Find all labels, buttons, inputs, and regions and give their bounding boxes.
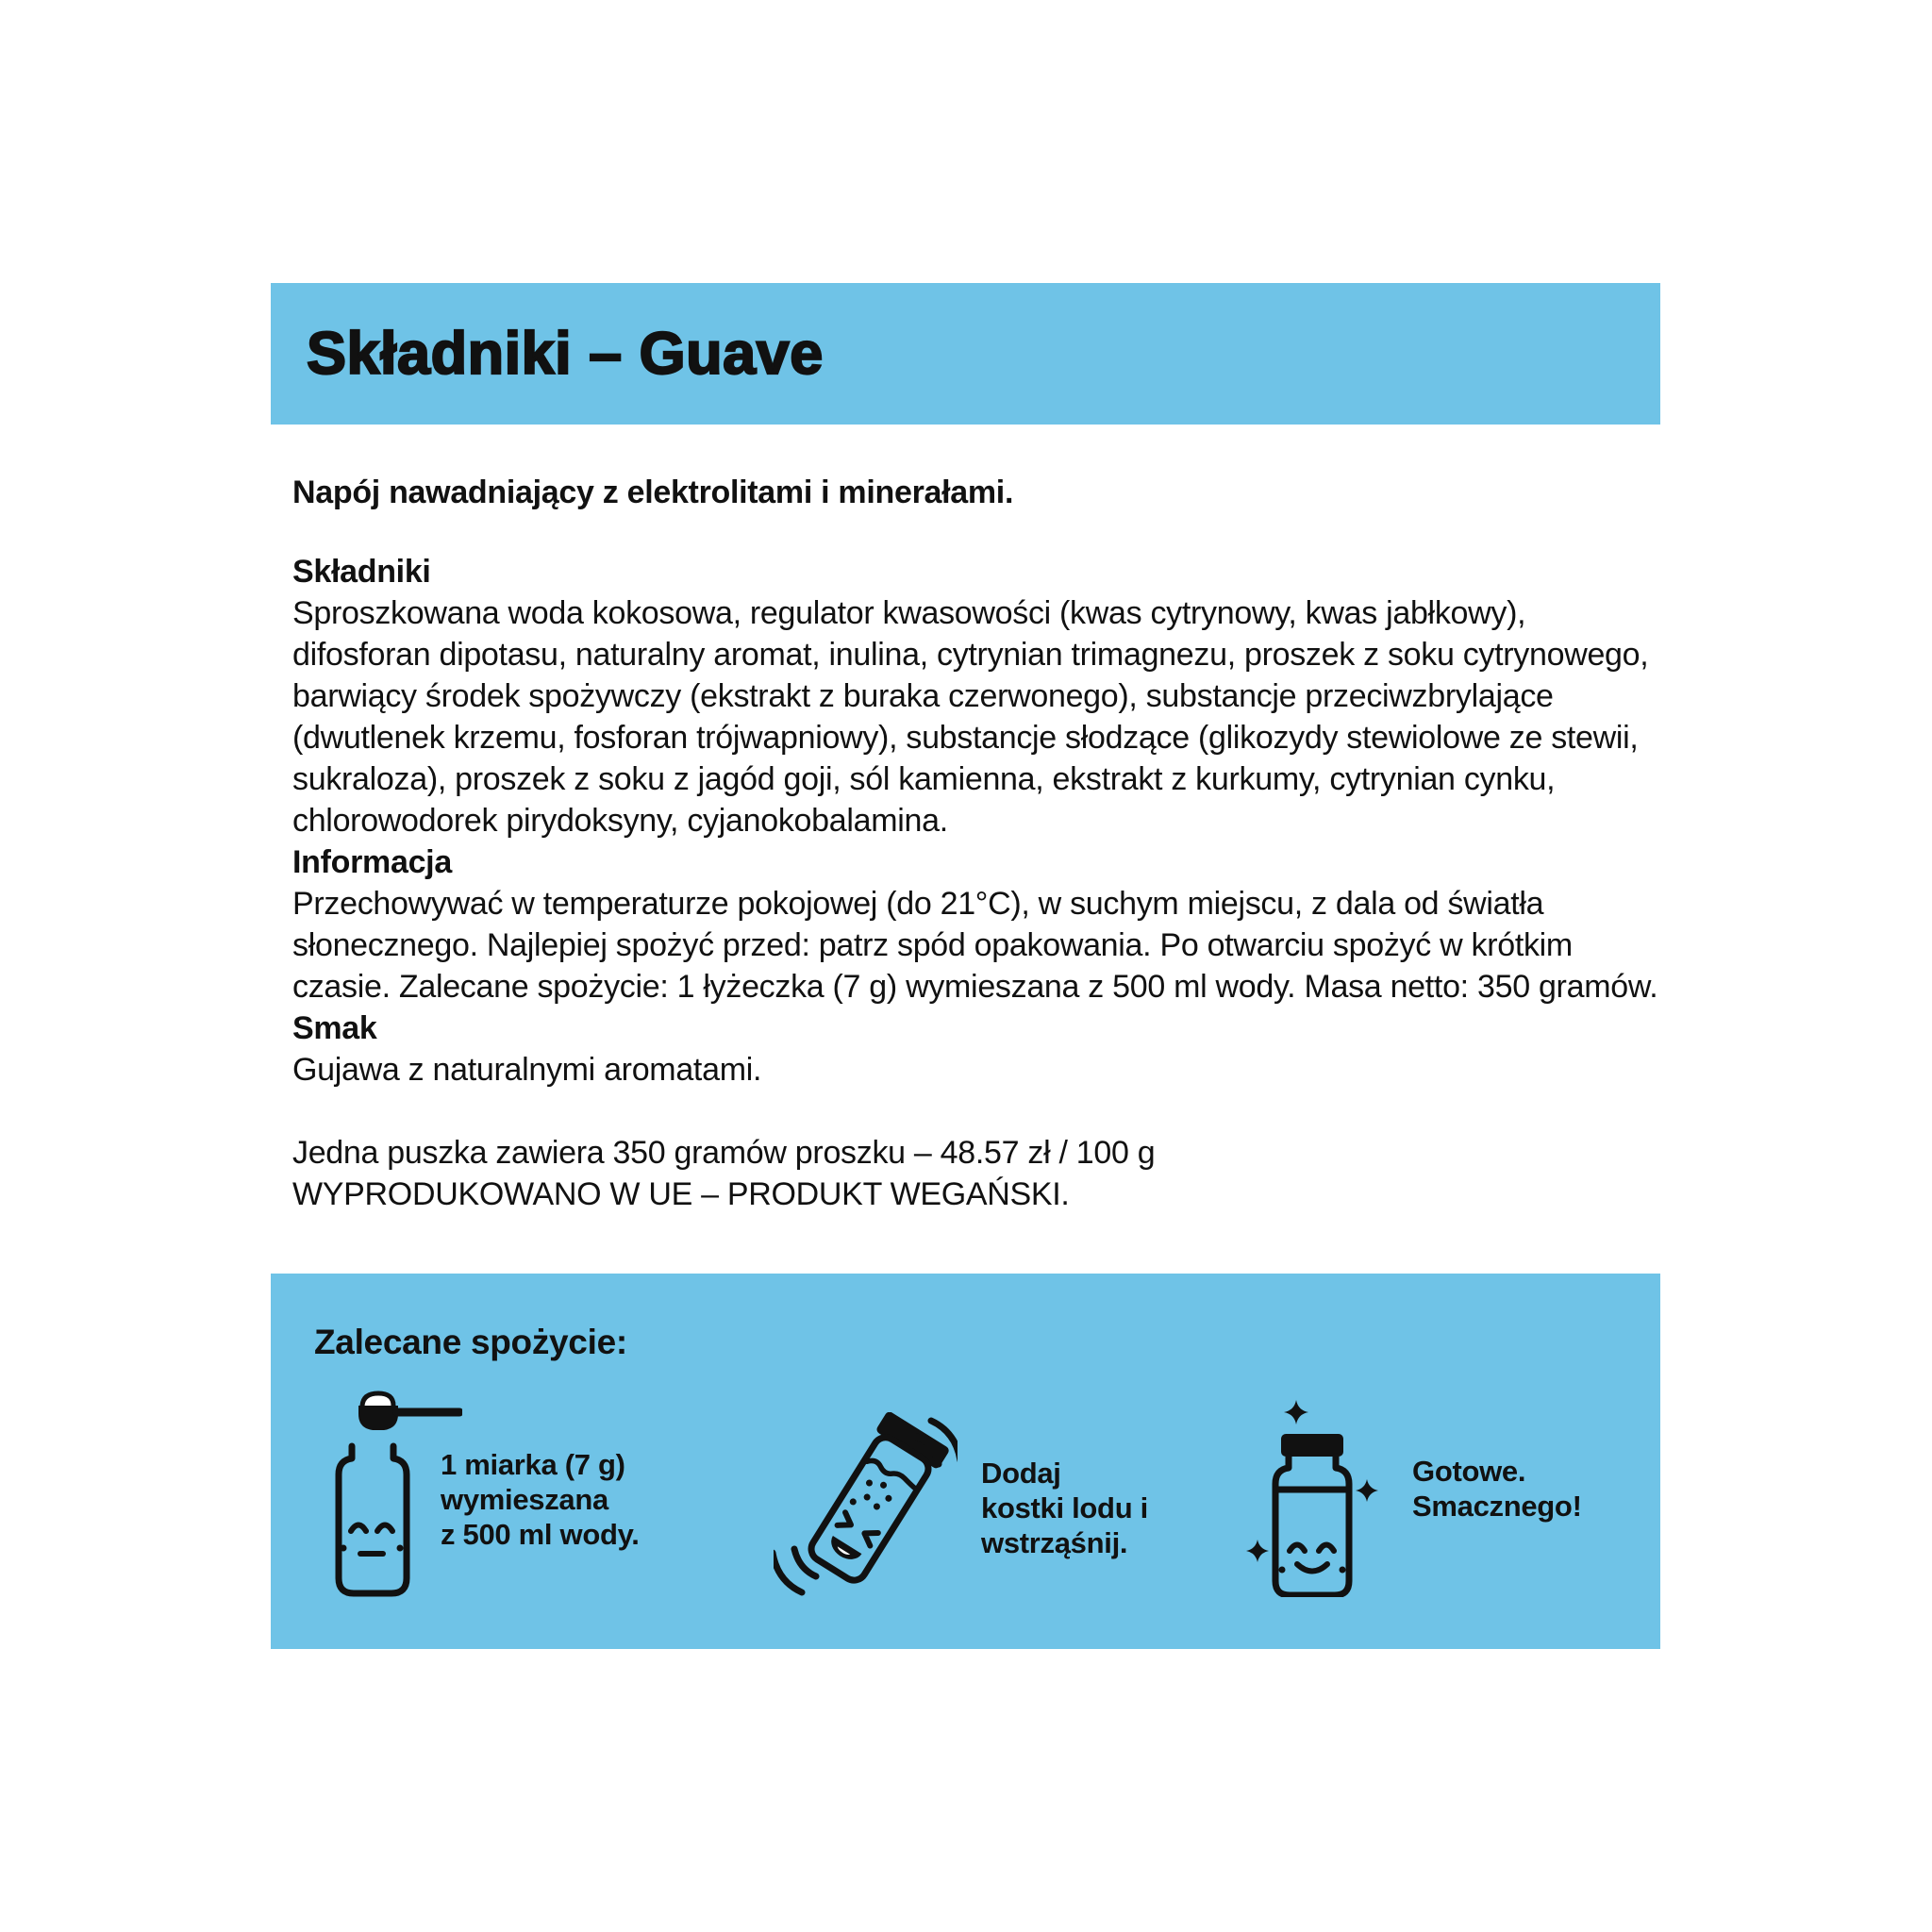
step-line: Gotowe.	[1412, 1455, 1526, 1488]
step-line: wymieszana	[441, 1483, 608, 1516]
usage-step-ready	[1245, 1399, 1651, 1625]
section-flavour	[292, 1008, 1672, 1091]
product-intro: Napój nawadniający z elektrolitami i minerałami.	[292, 475, 1014, 510]
step-line: 1 miarka (7 g)	[441, 1448, 625, 1481]
usage-panel	[271, 1274, 1660, 1649]
product-description	[292, 472, 1672, 1215]
usage-step-shake	[774, 1412, 1217, 1639]
section-information	[292, 841, 1672, 1008]
section-heading-information: Informacja	[292, 844, 452, 880]
shaker-ice-icon	[774, 1412, 958, 1601]
ingredients-banner	[271, 283, 1660, 425]
page-title: Składniki – Guave	[307, 321, 824, 387]
step-line: Smacznego!	[1412, 1490, 1582, 1523]
section-body-information: Przechowywać w temperaturze pokojowej (do 21°C), w suchym miejscu, z dala od światła słonecznego. Najlepiej spożyć przed: patrz spód opakowania. Po otwarciu spożyć w krótkim czasie. Zalecane spożycie: 1 łyżeczka (7 g) wymieszana z 500 ml wody. Masa netto: 350 gramów.	[292, 886, 1658, 1005]
section-body-flavour: Gujawa z naturalnymi aromatami.	[292, 1052, 762, 1088]
usage-step-shake-text	[981, 1456, 1148, 1560]
price-origin-block	[292, 1132, 1672, 1215]
origin-line: WYPRODUKOWANO W UE – PRODUKT WEGAŃSKI.	[292, 1176, 1070, 1212]
section-heading-ingredients: Składniki	[292, 554, 431, 590]
section-heading-flavour: Smak	[292, 1010, 377, 1046]
section-body-ingredients: Sproszkowana woda kokosowa, regulator kwasowości (kwas cytrynowy, kwas jabłkowy), difosforan dipotasu, naturalny aromat, inulina, cytrynian trimagnezu, proszek z soku cytrynowego, barwiący środek spożywczy (ekstrakt z buraka czerwonego), substancje przeciwzbrylające (dwutlenek krzemu, fosforan trójwapniowy), substancje słodzące (glikozydy stewiolowe ze stewii, sukraloza), proszek z soku z jagód goji, sól kamienna, ekstrakt z kurkumy, cytrynian cynku, chlorowodorek pirydoksyny, cyjanokobalamina.	[292, 595, 1649, 839]
usage-heading: Zalecane spożycie:	[314, 1323, 627, 1361]
step-line: z 500 ml wody.	[441, 1518, 640, 1551]
section-ingredients	[292, 551, 1672, 841]
usage-step-mix-text	[441, 1447, 640, 1552]
step-line: wstrząśnij.	[981, 1526, 1128, 1559]
usage-step-mix	[335, 1387, 731, 1613]
step-line: kostki lodu i	[981, 1491, 1148, 1524]
usage-step-ready-text	[1412, 1454, 1582, 1524]
price-line: Jedna puszka zawiera 350 gramów proszku – 48.57 zł / 100 g	[292, 1135, 1156, 1171]
ready-bottle-sparkles-icon	[1245, 1399, 1380, 1597]
step-line: Dodaj	[981, 1457, 1061, 1490]
